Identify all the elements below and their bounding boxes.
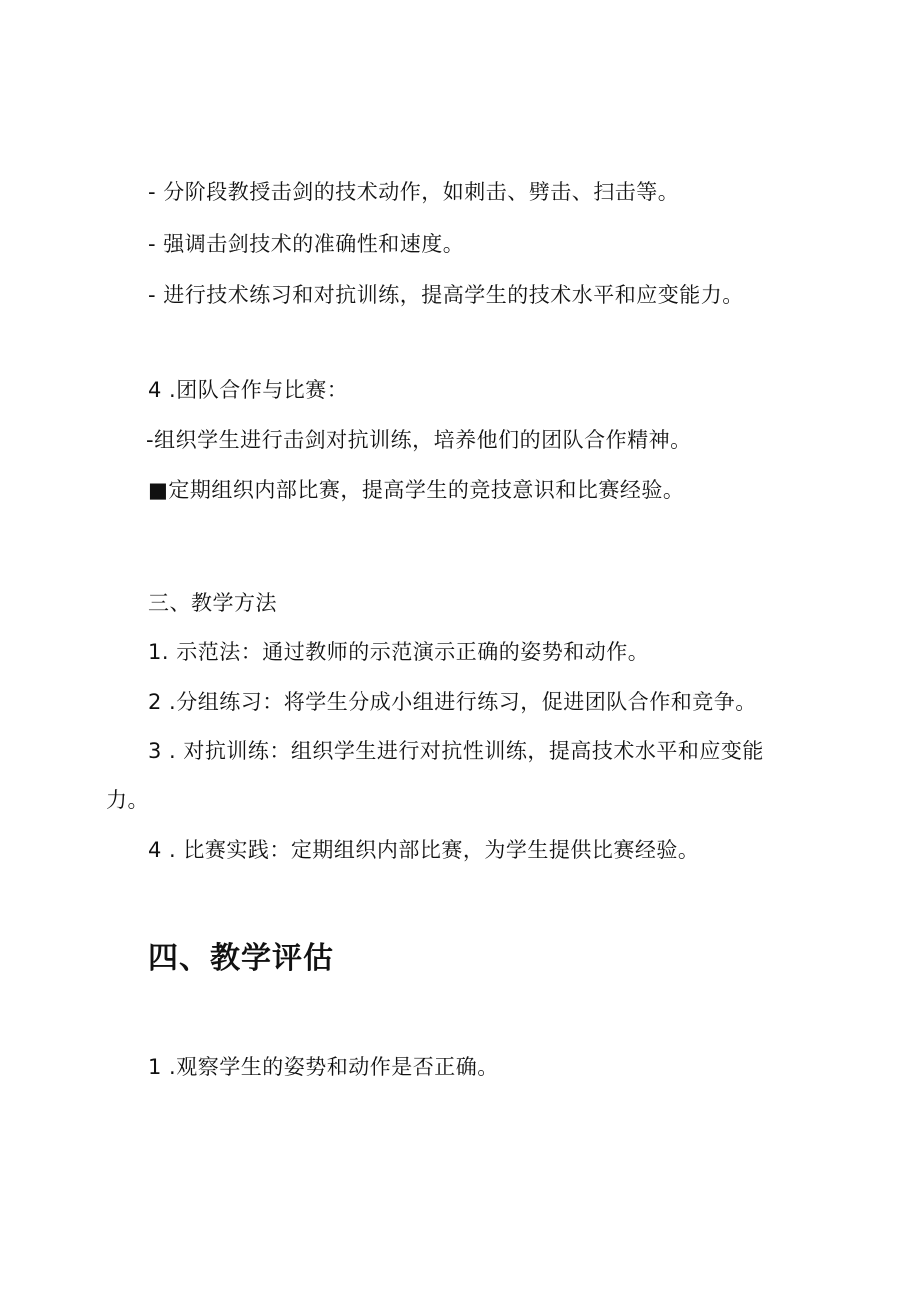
item4-title: 4 .团队合作与比赛： (148, 378, 349, 402)
method-item-3: 3 . 对抗训练：组织学生进行对抗性训练，提高技术水平和应变能 (148, 739, 764, 763)
item4-line-2: ■定期组织内部比赛，提高学生的竞技意识和比赛经验。 (148, 478, 685, 502)
method-item-1: 1. 示范法：通过教师的示范演示正确的姿势和动作。 (148, 640, 650, 664)
teaching-methods-title: 三、教学方法 (148, 591, 277, 615)
method-item-2: 2 .分组练习：将学生分成小组进行练习，促进团队合作和竞争。 (148, 690, 757, 714)
method-item-4: 4 . 比赛实践：定期组织内部比赛，为学生提供比赛经验。 (148, 838, 700, 862)
technique-item-1: - 分阶段教授击剑的技术动作，如刺击、劈击、扫击等。 (148, 180, 680, 204)
evaluation-item-1: 1 .观察学生的姿势和动作是否正确。 (148, 1055, 499, 1079)
item4-line-1: -组织学生进行击剑对抗训练，培养他们的团队合作精神。 (146, 428, 692, 452)
evaluation-heading: 四、教学评估 (148, 941, 334, 976)
method-item-3-continued: 力。 (106, 788, 149, 812)
technique-item-2: - 强调击剑技术的准确性和速度。 (148, 232, 465, 256)
technique-item-3: - 进行技术练习和对抗训练，提高学生的技术水平和应变能力。 (148, 283, 744, 307)
